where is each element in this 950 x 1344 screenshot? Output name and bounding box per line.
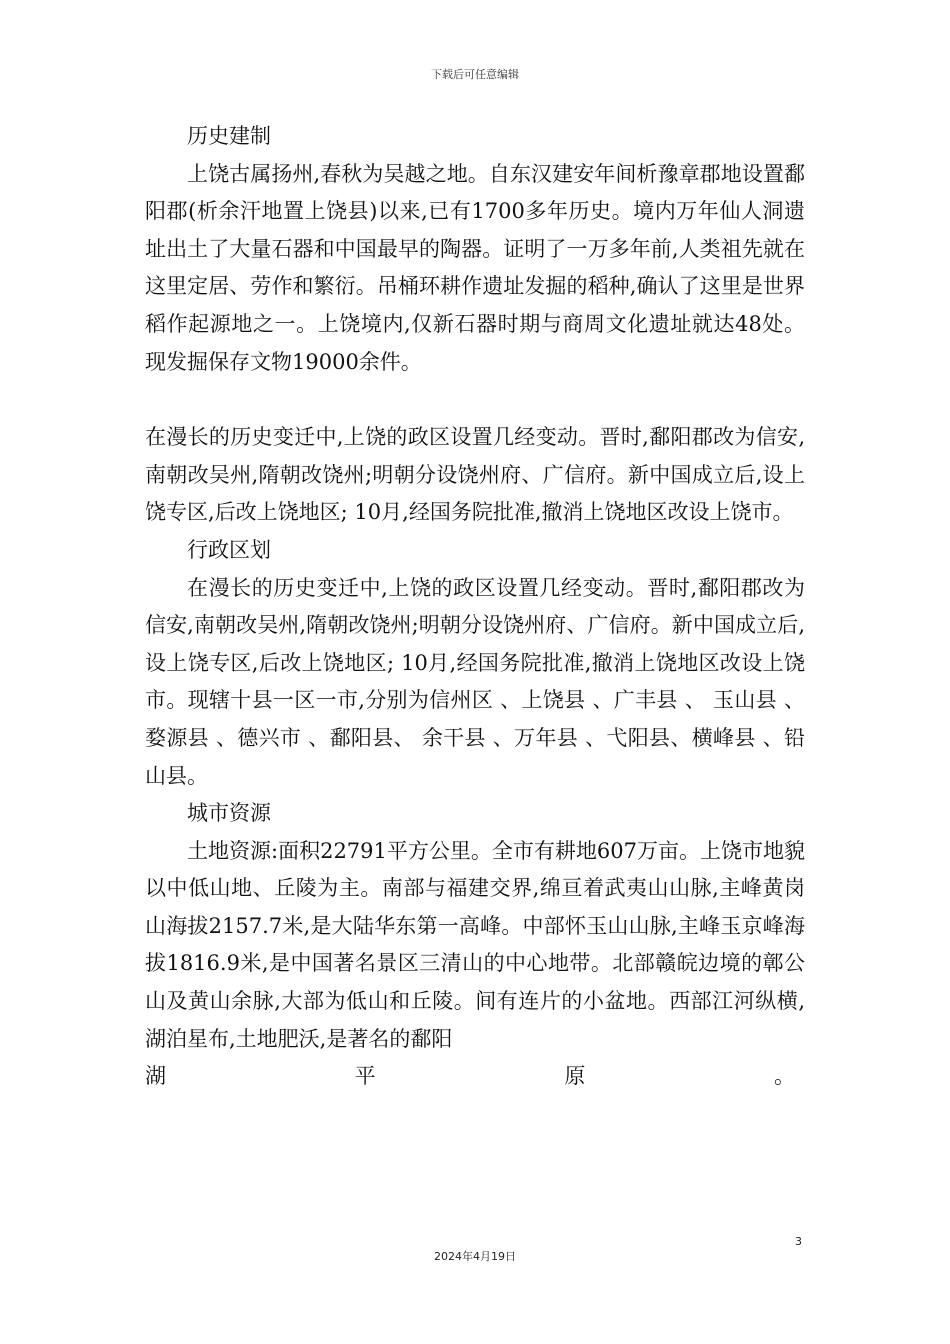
section-title-admin: 行政区划 (187, 537, 271, 562)
section-title-history: 历史建制 (187, 124, 271, 148)
paragraph-resources-last-line (145, 1058, 795, 1096)
last-line-char: 平 (354, 1064, 376, 1089)
page-header: 下载后可任意编辑 (431, 68, 519, 81)
last-line-char: 。 (773, 1064, 795, 1089)
last-line-char: 湖 (145, 1064, 166, 1089)
paragraph-resources-1: 土地资源:面积22791平方公里。全市有耕地607万亩。上饶市地貌以中低山地、丘陵为主。南部与福建交界,绵亘着武夷山山脉,主峰黄岗山海拔2157.7米,是大陆华东第一高峰。中部怀玉山山脉,主峰玉京峰海拔1816.9米,是中国著名景区三清山的中心地带。北部赣皖边境的鄣公山及黄山余脉,大部为低山和丘陵。间有连片的小盆地。西部江河纵横,湖泊星布,土地肥沃,是著名的鄱阳 (145, 838, 805, 1051)
last-line-char: 原 (564, 1064, 586, 1089)
paragraph-history-1: 上饶古属扬州,春秋为吴越之地。自东汉建安年间析豫章郡地设置鄱阳郡(析余汗地置上饶县)以来,已有1700多年历史。境内万年仙人洞遗址出土了大量石器和中国最早的陶器。证明了一万多年前,人类祖先就在这里定居、劳作和繁衍。吊桶环耕作遗址发掘的稻种,确认了这里是世界稻作起源地之一。上饶境内,仅新石器时期与商周文化遗址就达48处。现发掘保存文物19000余件。 (145, 161, 805, 374)
document-body (145, 118, 805, 1096)
paragraph-gap (145, 381, 805, 419)
section-title-resources: 城市资源 (187, 801, 271, 826)
page-number: 3 (795, 1235, 802, 1248)
paragraph-admin-1: 在漫长的历史变迁中,上饶的政区设置几经变动。晋时,鄱阳郡改为信安,南朝改吴州,隋朝改饶州;明朝分设饶州府、广信府。新中国成立后,设上饶专区,后改上饶地区; 10月,经国务院批准,撤消上饶地区改设上饶市。现辖十县一区一市,分别为信州区 、上饶县 、广丰县 、 玉山县 、婺源县 、德兴市 、鄱阳县、 余干县 、万年县 、弋阳县、横峰县 、铅山县。 (145, 575, 805, 788)
paragraph-history-2: 在漫长的历史变迁中,上饶的政区设置几经变动。晋时,鄱阳郡改为信安,南朝改吴州,隋朝改饶州;明朝分设饶州府、广信府。新中国成立后,设上饶专区,后改上饶地区; 10月,经国务院批准,撤消上饶地区改设上饶市。 (145, 425, 805, 525)
footer-date: 2024年4月19日 (434, 1250, 516, 1263)
